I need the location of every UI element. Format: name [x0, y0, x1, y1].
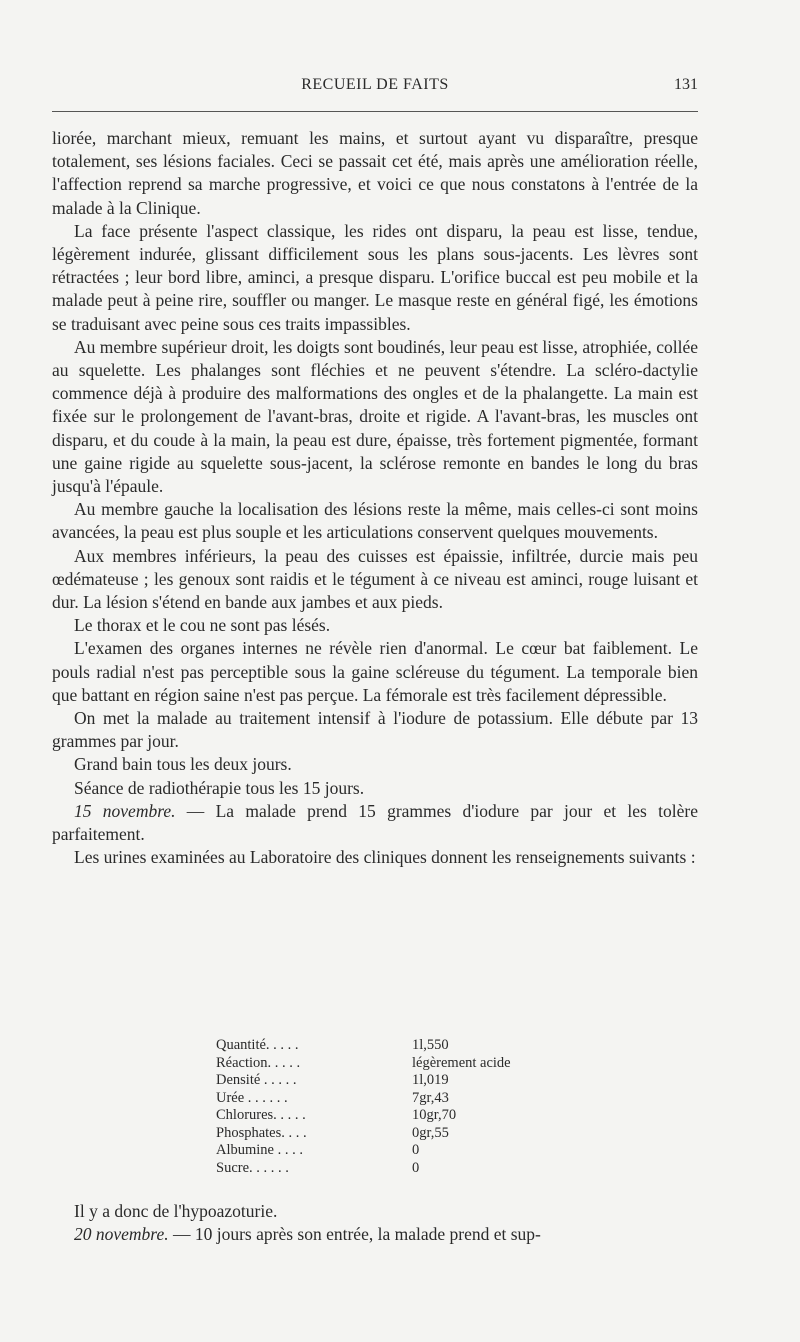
analysis-value: 0gr,55: [412, 1124, 449, 1141]
analysis-row: [216, 1037, 511, 1055]
dated-entry: [52, 800, 698, 846]
entry-text: — 10 jours après son entrée, la malade prend et sup-: [168, 1224, 541, 1245]
analysis-label: Réaction. . . . .: [216, 1054, 301, 1071]
analysis-label: Chlorures. . . . .: [216, 1107, 306, 1123]
analysis-label: Densité . . . . .: [216, 1072, 297, 1088]
analysis-row: [216, 1125, 511, 1143]
body-text-continued: [52, 1200, 698, 1246]
analysis-row: [216, 1055, 511, 1073]
urine-analysis-table: [216, 1037, 511, 1177]
analysis-row: [216, 1107, 511, 1125]
analysis-value: 0: [412, 1142, 420, 1158]
analysis-row: [216, 1072, 511, 1090]
analysis-row: [216, 1090, 511, 1108]
analysis-row: [216, 1160, 511, 1178]
urine-intro: Les urines examinées au Laboratoire des cliniques donnent les renseignements suivants :: [74, 847, 696, 868]
paragraph: La face présente l'aspect classique, les rides ont disparu, la peau est lisse, tendue, légèrement indurée, glissant difficilement sous les plans sous-jacents. Les lèvres sont rétractées ; leur bord libre, aminci, a presque disparu. L'orifice buccal est peu mobile et la malade peut à peine rire, souffler ou manger. Le masque reste en général figé, les émotions se traduisant avec peine sous ces traits impassibles.: [52, 220, 698, 334]
analysis-label: Quantité. . . . .: [216, 1037, 299, 1053]
running-title: RECUEIL DE FAITS: [301, 76, 449, 93]
page-header: [52, 76, 698, 100]
paragraph: Aux membres inférieurs, la peau des cuisses est épaissie, infiltrée, durcie mais peu œdémateuse ; les genoux sont raidis et le tégument à ce niveau est aminci, rouge luisant et dur. La lésion s'étend en bande aux jambes et aux pieds.: [52, 545, 698, 613]
analysis-value: 0: [412, 1159, 420, 1176]
analysis-value: 1l,019: [412, 1072, 449, 1088]
entry-date: 15 novembre.: [74, 800, 176, 821]
analysis-row: [216, 1142, 511, 1160]
paragraph: Au membre gauche la localisation des lésions reste la même, mais celles-ci sont moins avancées, la peau est plus souple et les articulations conservent quelques mouvements.: [52, 499, 698, 543]
paragraph: liorée, marchant mieux, remuant les mains, et surtout ayant vu disparaître, presque totalement, ses lésions faciales. Ceci se passait cet été, mais après une amélioration réelle, l'affection reprend sa marche progressive, et voici ce que nous constatons à l'entrée de la malade à la Clinique.: [52, 128, 698, 218]
analysis-value: légèrement acide: [412, 1054, 511, 1071]
paragraph: L'examen des organes internes ne révèle rien d'anormal. Le cœur bat faiblement. Le pouls radial n'est pas perceptible sous la gaine scléreuse du tégument. La temporale bien que battant en région saine n'est pas perçue. La fémorale est très facilement dépressible.: [52, 638, 698, 705]
entry-text: — La malade prend 15 grammes d'iodure par jour et les tolère parfaitement.: [52, 800, 698, 845]
analysis-label: Phosphates. . . .: [216, 1124, 307, 1141]
dated-entry: [52, 1223, 698, 1246]
body-text: [52, 127, 698, 870]
analysis-value: 7gr,43: [412, 1089, 449, 1106]
analysis-value: 1l,550: [412, 1037, 449, 1053]
header-rule: [52, 111, 698, 112]
analysis-value: 10gr,70: [412, 1107, 457, 1123]
analysis-label: Sucre. . . . . .: [216, 1159, 289, 1176]
paragraph: Séance de radiothérapie tous les 15 jours.: [74, 777, 365, 798]
paragraph: Le thorax et le cou ne sont pas lésés.: [74, 615, 331, 636]
conclusion: Il y a donc de l'hypoazoturie.: [74, 1201, 278, 1221]
paragraph: Grand bain tous les deux jours.: [74, 754, 292, 775]
paragraph: Au membre supérieur droit, les doigts sont boudinés, leur peau est lisse, atrophiée, collée au squelette. Les phalanges sont fléchies et ne peuvent s'étendre. La scléro-dactylie commence déjà à produire des malformations des ongles et de la phalangette. La main est fixée sur le prolongement de l'avant-bras, droite et rigide. A l'avant-bras, les muscles ont disparu, et du coude à la main, la peau est dure, épaisse, très fortement pigmentée, formant une gaine rigide au squelette sous-jacent, la sclérose remonte en bandes le long du bras jusqu'à l'épaule.: [52, 336, 698, 497]
analysis-label: Albumine . . . .: [216, 1142, 303, 1158]
paragraph: On met la malade au traitement intensif à l'iodure de potassium. Elle débute par 13 grammes par jour.: [52, 708, 698, 752]
entry-date: 20 novembre.: [74, 1224, 169, 1245]
page-number: 131: [674, 76, 698, 93]
analysis-label: Urée . . . . . .: [216, 1089, 288, 1106]
